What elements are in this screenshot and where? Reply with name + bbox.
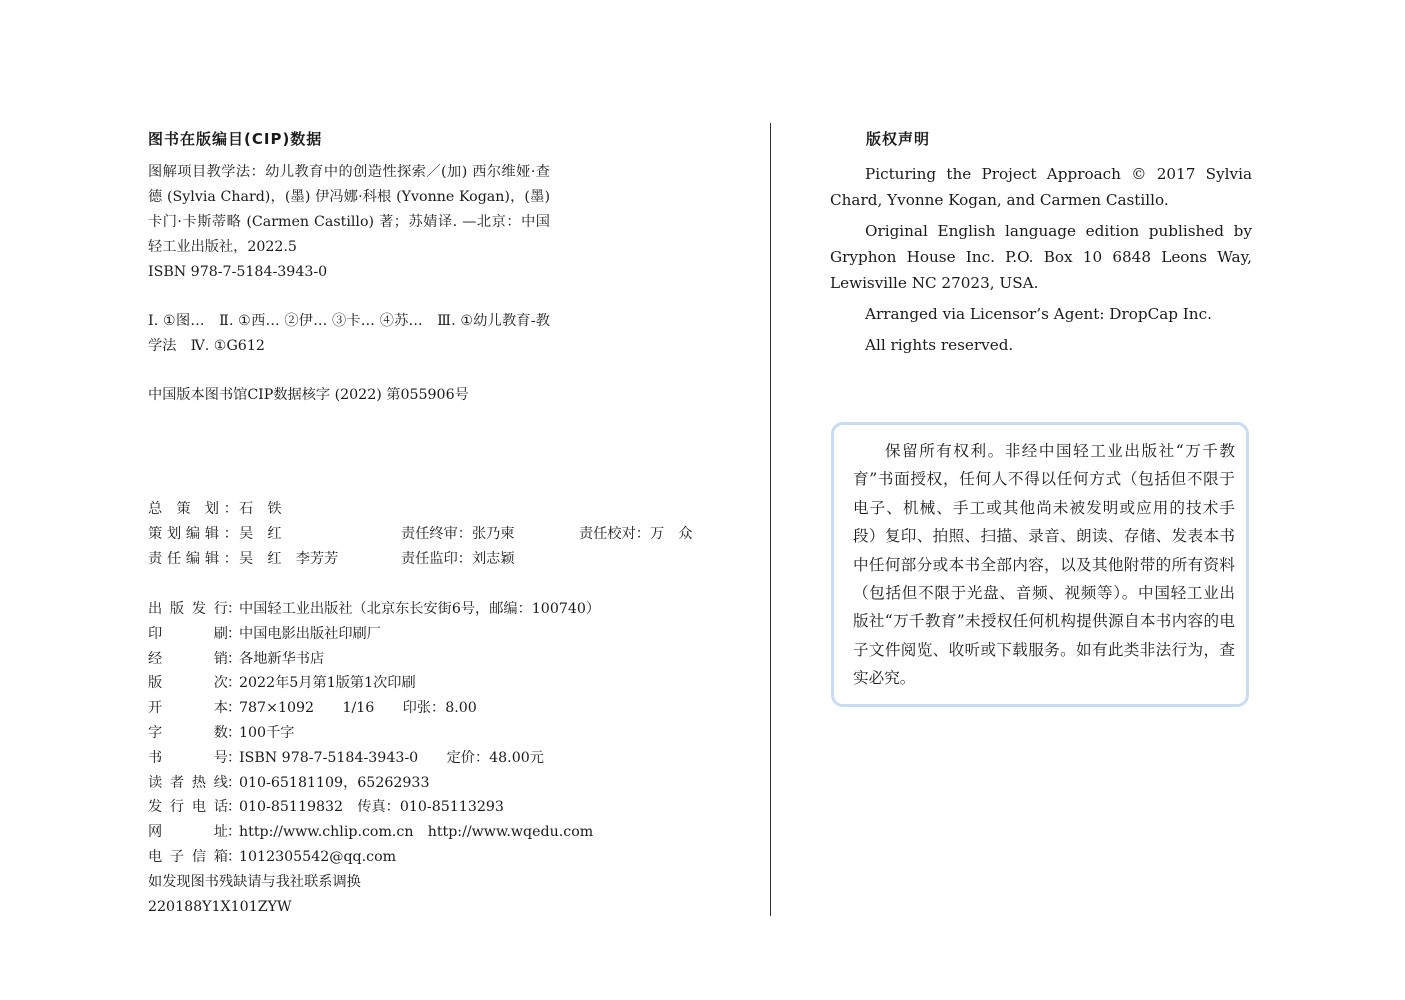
cip-classification: Ⅰ. ①图… Ⅱ. ①西… ②伊… ③卡… ④苏… Ⅲ. ①幼儿教育-教学法 Ⅳ. ①G612 [148,313,550,354]
cip-title: 图书在版编目(CIP)数据 [148,130,323,148]
pub-label: 网址 [148,824,228,841]
pub-value: 中国电影出版社印刷厂 [239,625,381,642]
pub-value: 2022年5月第1版第1次印刷 [239,675,416,692]
pub-value: 1012305542@qq.com [239,848,397,865]
pub-label: 印刷 [148,625,228,642]
print-code: 220188Y1X101ZYW [148,898,292,915]
pub-value: 010-65181109，65262933 [239,774,430,791]
credit-label: 责任编辑 [148,551,224,567]
rights-notice-box [831,422,1249,707]
page-divider [770,123,771,916]
pub-value: http://www.chlip.com.cn http://www.wqedu.com [239,824,594,841]
cip-record [112,160,550,408]
print-supervisor: 刘志颖 [471,551,515,567]
credit-label: 总 策 划 [148,501,224,517]
pub-value: 100千字 [239,724,295,741]
cip-isbn: ISBN 978-7-5184-3943-0 [148,264,328,280]
rights-reserved-line: All rights reserved. [865,336,1014,354]
credit-label: 责任终审： [401,526,472,542]
left-page: 图书在版编目(CIP)数据 图解项目教学法：幼儿教育中的创造性探索／(加) 西尔维娅·查德 (Sylvia Chard)，(墨) 伊冯娜·科根 (Yvonne Kogan)，(墨) 卡门·卡斯蒂略 (Carmen Castillo) 著；苏婧译. —北京：中国轻工业出版社，2022.5 ISBN 978-7-5184-3943-0 Ⅰ. ①图… Ⅱ. ①西… ②伊… ③卡… ④苏… Ⅲ. ①幼儿教育-教学法 Ⅳ. ①G612 中国版本图书馆CIP数据核字 (2022) 第055906号 总 策 划： 石 铁 策划编辑： 吴 红 责任终审：张乃柬 责任校对：万 众 责任编辑： 吴 红 李芳芳 责任监印：刘志颖 出版发行 ： 中国轻工业出版社（北京东长安街6号，邮编：100740） 印刷 ： 中国电影出版社印刷厂 经销 ： 各地新华书店 版次 ： 2022年5月第1版第1次印刷 开本 ： 787×1092 1/16 印张：8.00 字数 ： 100千字 书号 ： ISBN 978-7-5184-3943-0 定价：48.00元 读者热线 ： 010-65181109，65262933 发行电话 ： 010-85119832 传真：010-85113293 网址 ： http://www.chlip.com.cn http://www.wqedu.com 电子信箱 ： 1012305542@qq.com 如发现图书残缺请与我社联系调换 220188Y1X101ZYW [0,0,770,1000]
pub-value: 各地新华书店 [239,650,325,667]
pub-label: 读者热线 [148,774,228,791]
pub-label: 开本 [148,700,228,717]
pub-label: 书号 [148,749,228,766]
pub-label: 字数 [148,724,228,741]
pub-label: 版次 [148,675,228,692]
final-reviewer: 张乃柬 [471,526,515,542]
cip-data-number: 中国版本图书馆CIP数据核字 (2022) 第055906号 [148,387,469,403]
agent-line: Arranged via Licensor’s Agent: DropCap Inc. [865,305,1212,323]
exchange-note: 如发现图书残缺请与我社联系调换 [148,873,361,890]
publisher-line: Original English language edition published by Gryphon House Inc. P.O. Box 10 6848 Leons Way, Lewisville NC 27023, USA. [830,222,1252,292]
right-page [772,0,1405,1000]
credit-label: 策划编辑 [148,526,224,542]
credit-label: 责任监印： [401,551,472,567]
pub-value: 中国轻工业出版社（北京东长安街6号，邮编：100740） [239,601,601,617]
pub-label: 出版发行 [148,601,228,617]
rights-notice-text: 保留所有权利。非经中国轻工业出版社“万千教育”书面授权，任何人不得以任何方式（包括但不限于电子、机械、手工或其他尚未被发明或应用的技术手段）复印、拍照、扫描、录音、朗读、存储、发表本书中任何部分或本书全部内容，以及其他附带的所有资料（包括但不限于光盘、音频、视频等）。中国轻工业出版社“万千教育”未授权任何机构提供源自本书内容的电子文件阅览、收听或下载服务。如有此类非法行为，查实必究。 [853,442,1235,688]
chief-planner: 石 铁 [239,501,282,517]
planning-editor: 吴 红 [239,526,282,542]
copyright-title: 版权声明 [866,130,931,148]
pub-value: ISBN 978-7-5184-3943-0 定价：48.00元 [239,749,544,766]
pub-label: 经销 [148,650,228,667]
pub-label: 电子信箱 [148,848,228,865]
copyright-line: Picturing the Project Approach © 2017 Sylvia Chard, Yvonne Kogan, and Carmen Castillo. [830,165,1252,209]
pub-value: 787×1092 1/16 印张：8.00 [239,700,477,717]
responsible-editor: 吴 红 李芳芳 [239,551,339,567]
cip-bibliographic-entry: 图解项目教学法：幼儿教育中的创造性探索／(加) 西尔维娅·查德 (Sylvia Chard)，(墨) 伊冯娜·科根 (Yvonne Kogan)，(墨) 卡门·卡斯蒂略 (Carmen Castillo) 著；苏婧译. —北京：中国轻工业出版社，2022.5 [148,164,550,255]
credit-label: 责任校对： [579,526,650,542]
pub-value: 010-85119832 传真：010-85113293 [239,799,504,816]
proofreader: 万 众 [649,526,693,542]
pub-label: 发行电话 [148,799,228,816]
copyright-statement [830,161,1252,363]
